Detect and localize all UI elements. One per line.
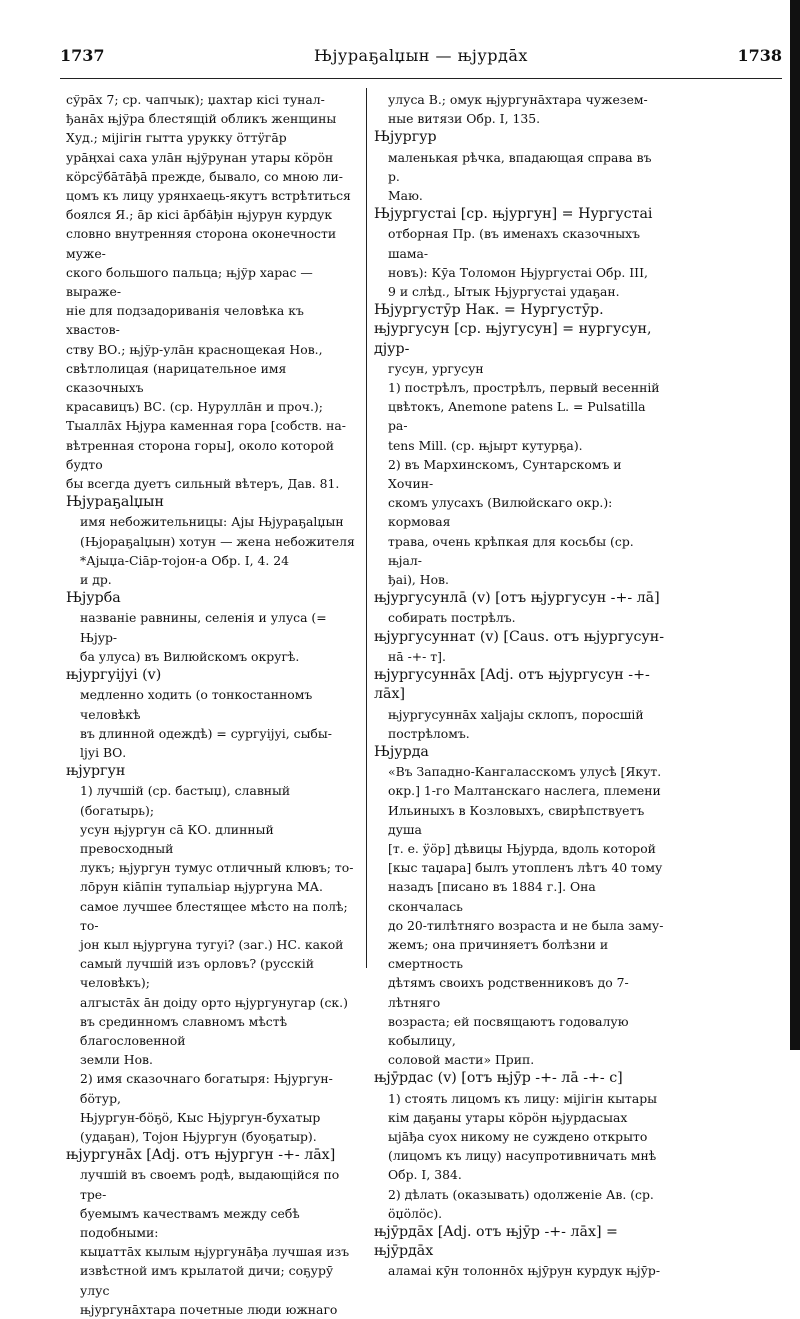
entry-headword: Њјурба (66, 590, 121, 607)
entry-line: жемъ; она причиняетъ болѣзни и смертность (388, 936, 609, 972)
right-column (374, 90, 664, 1281)
entry-headword: Њјурда (374, 743, 429, 760)
entry-line: назадъ [писано въ 1884 г.]. Она скончалась (388, 879, 596, 914)
entry-line: соловой масти» Прип. (388, 1052, 535, 1068)
entry-line: ljуі ВО. (80, 744, 127, 760)
entry-line: ству ВО.; њјўр-улāн краснощекая Нов., (66, 341, 323, 357)
entry-line: «Въ Западно-Кангаласскомъ улусѣ [Якут. (388, 764, 662, 780)
entry-line: [кыс таџара] былъ утопленъ лѣтъ 40 тому (388, 860, 663, 876)
entry-line: дѣтямъ своихъ родственниковъ до 7-лѣтняго (388, 975, 629, 1010)
entry-line: въ срединномъ славномъ мѣстѣ благословенной (80, 1013, 288, 1048)
entry-line: *Аjыџа-Сіāр-тојон-а Обр. I, 4. 24 (80, 552, 290, 568)
entry-line: цомъ къ лицу урянхаець-якутъ встрѣтиться (66, 188, 351, 204)
entry-headword: Њјургустӯр Нак. = Нургустӯр. (374, 302, 604, 319)
entry-line: 1) пострѣлъ, прострѣлъ, первый весенній (388, 380, 660, 396)
entry-line: цвѣтокъ, Anemone patens L. = Pulsatilla pa- (388, 399, 646, 434)
header-rule (60, 78, 782, 79)
entry-line: (Њјораҕаlџын) хотун — жена небожителя (80, 533, 355, 549)
entry-line: возраста; ей посвящаютъ годовалую кобылицу, (388, 1013, 629, 1048)
entry-line: боялся Я.; āр кісі āрбāђін њјурун курдук (66, 207, 333, 223)
entry-line: Ильиныхъ в Козловыхъ, свирѣпствуетъ душа (388, 802, 645, 837)
entry-line: лучшій въ своемъ родѣ, выдающійся по тре- (80, 1167, 340, 1202)
entry-line: самое лучшее блестящее мѣсто на полѣ; то- (80, 898, 348, 933)
entry-line: ского большого пальца; њјўр харас — выраже- (66, 264, 313, 300)
entry-line: 2) дѣлать (оказывать) одолженіе Ав. (ср. (388, 1186, 654, 1202)
entry-line: отборная Пр. (въ именахъ сказочныхъ шама- (388, 226, 640, 261)
running-title: Њјураҕаlџын — њјурдāх (314, 46, 528, 65)
entry-line: самый лучшій изъ орловъ? (русскій человѣкъ); (80, 956, 314, 991)
entry-headword: Њјургустаі [ср. њјургун] = Нургустаі (374, 206, 653, 223)
entry-line: въ длинной одеждѣ) = сургуіјуі, сыбы- (80, 725, 332, 741)
entry-line: усун њјургун сā КО. длинный превосходный (80, 821, 274, 856)
entry-line: [т. е. ӱӧр] дѣвицы Њјурда, вдоль которой (388, 840, 656, 856)
entry-headword: њјӯрдāх [Adj. отъ њјӯр -+- лāх] = њјӯрдāх (374, 1223, 618, 1260)
entry-line: јон кыл њјургуна тугуі? (заг.) НС. какой (80, 936, 344, 952)
entry-headword: њјургунāх [Adj. отъ њјургун -+- лāх] (66, 1147, 336, 1164)
entry-headword: њјургусуннат (v) [Caus. отъ њјургусун- (374, 628, 665, 645)
entry-line: Худ.; міјігін гытта урукку ӧттӱгāр (66, 130, 287, 146)
entry-line: названіе равнины, селенія и улуса (= Њјур- (80, 610, 327, 645)
entry-headword: њјургусунлā (v) [отъ њјургусун -+- лā] (374, 590, 660, 607)
entry-line: Њјургун-бӧҕӧ, Кыс Њјургун-бухатыр (80, 1109, 321, 1125)
entry-line: пострѣломъ. (388, 725, 470, 741)
entry-line: кім даҕаны утары кӧрӧн њјурдасыах (388, 1109, 628, 1125)
entry-line: кыџаттāх кылым њјургунāђа лучшая изъ (80, 1244, 350, 1260)
entry-line: красавицъ) ВС. (ср. Нуруллāн и проч.); (66, 399, 323, 415)
entry-headword: њјургуіјуі (v) (66, 667, 162, 684)
page-header (60, 46, 782, 70)
entry-line: и др. (80, 572, 112, 588)
entry-line: до 20-тилѣтняго возраста и не была заму- (388, 917, 664, 933)
entry-line: лукъ; њјургун тумус отличный клювъ; то- (80, 860, 354, 876)
entry-line: (лицомъ къ лицу) насупротивничать мнѣ (388, 1148, 657, 1164)
entry-line: сўрāх 7; ср. чапчык); џахтар кісі тунал- (66, 92, 325, 107)
left-column (66, 90, 356, 1319)
entry-line: Маю. (388, 188, 423, 204)
entry-line: окр.] 1-го Малтанскаго наслега, племени (388, 783, 661, 799)
column-divider (366, 88, 367, 968)
entry-headword: њјургусуннāх [Adj. отъ њјургусун -+- лāх] (374, 667, 650, 703)
entry-line: алгыстāх āн доіду орто њјургунугар (ск.) (80, 994, 348, 1010)
entry-line: словно внутренняя сторона оконечности муже- (66, 226, 337, 261)
page-number-right: 1738 (737, 46, 782, 65)
entry-line: бы всегда дуетъ сильный вѣтеръ, Дав. 81. (66, 476, 340, 492)
entry-line: 2) имя сказочнаго богатыря: Њјургун-бӧтур, (80, 1071, 333, 1106)
entry-line: њјургусуннāх хаljаjы склопъ, поросшій (388, 706, 644, 722)
entry-line: 1) стоять лицомъ къ лицу: міјігін кытары (388, 1090, 658, 1106)
entry-line: медленно ходить (о тонкостанномъ человѣкѣ (80, 687, 313, 722)
entry-line: ыјāђа суох никому не суждено открыто (388, 1128, 648, 1144)
entry-headword: њјургусун [ср. њјугусун] = нургусун, дјур- (374, 321, 652, 357)
entry-line: Обр. I, 384. (388, 1167, 462, 1183)
entry-line: свѣтлолицая (нарицательное имя сказочныхъ (66, 360, 287, 396)
scan-page-edge (790, 0, 800, 1050)
entry-line: буемымъ качествамъ между себѣ подобными: (80, 1205, 300, 1240)
entry-line: tens Mill. (ср. њјырт кутурҕа). (388, 437, 583, 453)
entry-line: кӧрсӱбāтāђā прежде, бывало, со мною ли- (66, 168, 343, 184)
entry-line: ђанāх њјўра блестящій обликъ женщины (66, 111, 337, 127)
entry-line: вѣтренная сторона горы], около которой будто (66, 437, 335, 472)
entry-line: (удаҕан), Тојон Њјургун (буоҕатыр). (80, 1128, 317, 1144)
entry-line: урāңхаі саха улāн њјўрунан утары кӧрӧн (66, 149, 334, 165)
entry-line: трава, очень крѣпкая для косьбы (ср. њјал- (388, 533, 634, 568)
entry-line: собирать пострѣлъ. (388, 610, 516, 626)
entry-headword: Њјургур (374, 129, 437, 146)
entry-line: нā -+- т]. (388, 648, 446, 664)
entry-line: земли Нов. (80, 1052, 153, 1068)
entry-line: њјургунāхтара почетные люди южнаго (80, 1301, 338, 1317)
entry-headword: њјургун (66, 763, 126, 780)
entry-line: 1) лучшій (ср. бастыџ), славный (богатырь); (80, 783, 291, 818)
entry-line: улуса В.; омук њјургунāхтара чужезем- (388, 92, 648, 107)
entry-line: извѣстной имъ крылатой дичи; соҕурӯ улус (80, 1263, 334, 1298)
entry-line: гусун, ургусун (388, 360, 484, 376)
entry-headword: Њјураҕаlџын (66, 494, 164, 511)
entry-line: ба улуса) въ Вилюйскомъ округѣ. (80, 648, 300, 664)
entry-line: ніе для подзадориванія человѣка къ хвастов- (66, 303, 304, 338)
entry-line: 2) въ Мархинскомъ, Сунтарскомъ и Хочин- (388, 456, 622, 492)
entry-line: ђаі), Нов. (388, 572, 449, 588)
entry-line: скомъ улусахъ (Вилюйскаго окр.): кормовая (388, 495, 613, 530)
entry-line: 9 и слѣд., Ытык Њјургустаі удаҕан. (388, 284, 620, 300)
entry-line: новъ): Кӯа Толомон Њјургустаі Обр. III, (388, 264, 648, 280)
entry-line: лōрун кіāпін тупальіар њјургуна МА. (80, 879, 323, 895)
entry-line: маленькая рѣчка, впадающая справа въ р. (388, 149, 652, 184)
entry-line: аламаі кӯн толоннōх њјӯрун курдук њјӯр- (388, 1263, 661, 1279)
entry-headword: њјӯрдас (v) [отъ њјӯр -+- лā -+- с] (374, 1070, 623, 1087)
entry-line: ӧџӧлӧс). (388, 1205, 443, 1221)
entry-line: имя небожительницы: Аjы Њјураҕаlџын (80, 514, 344, 530)
page-number-left: 1737 (60, 46, 105, 65)
entry-line: ные витязи Обр. I, 135. (388, 111, 541, 127)
entry-line: Тыаллāх Њјура каменная гора [собств. на- (66, 418, 346, 434)
